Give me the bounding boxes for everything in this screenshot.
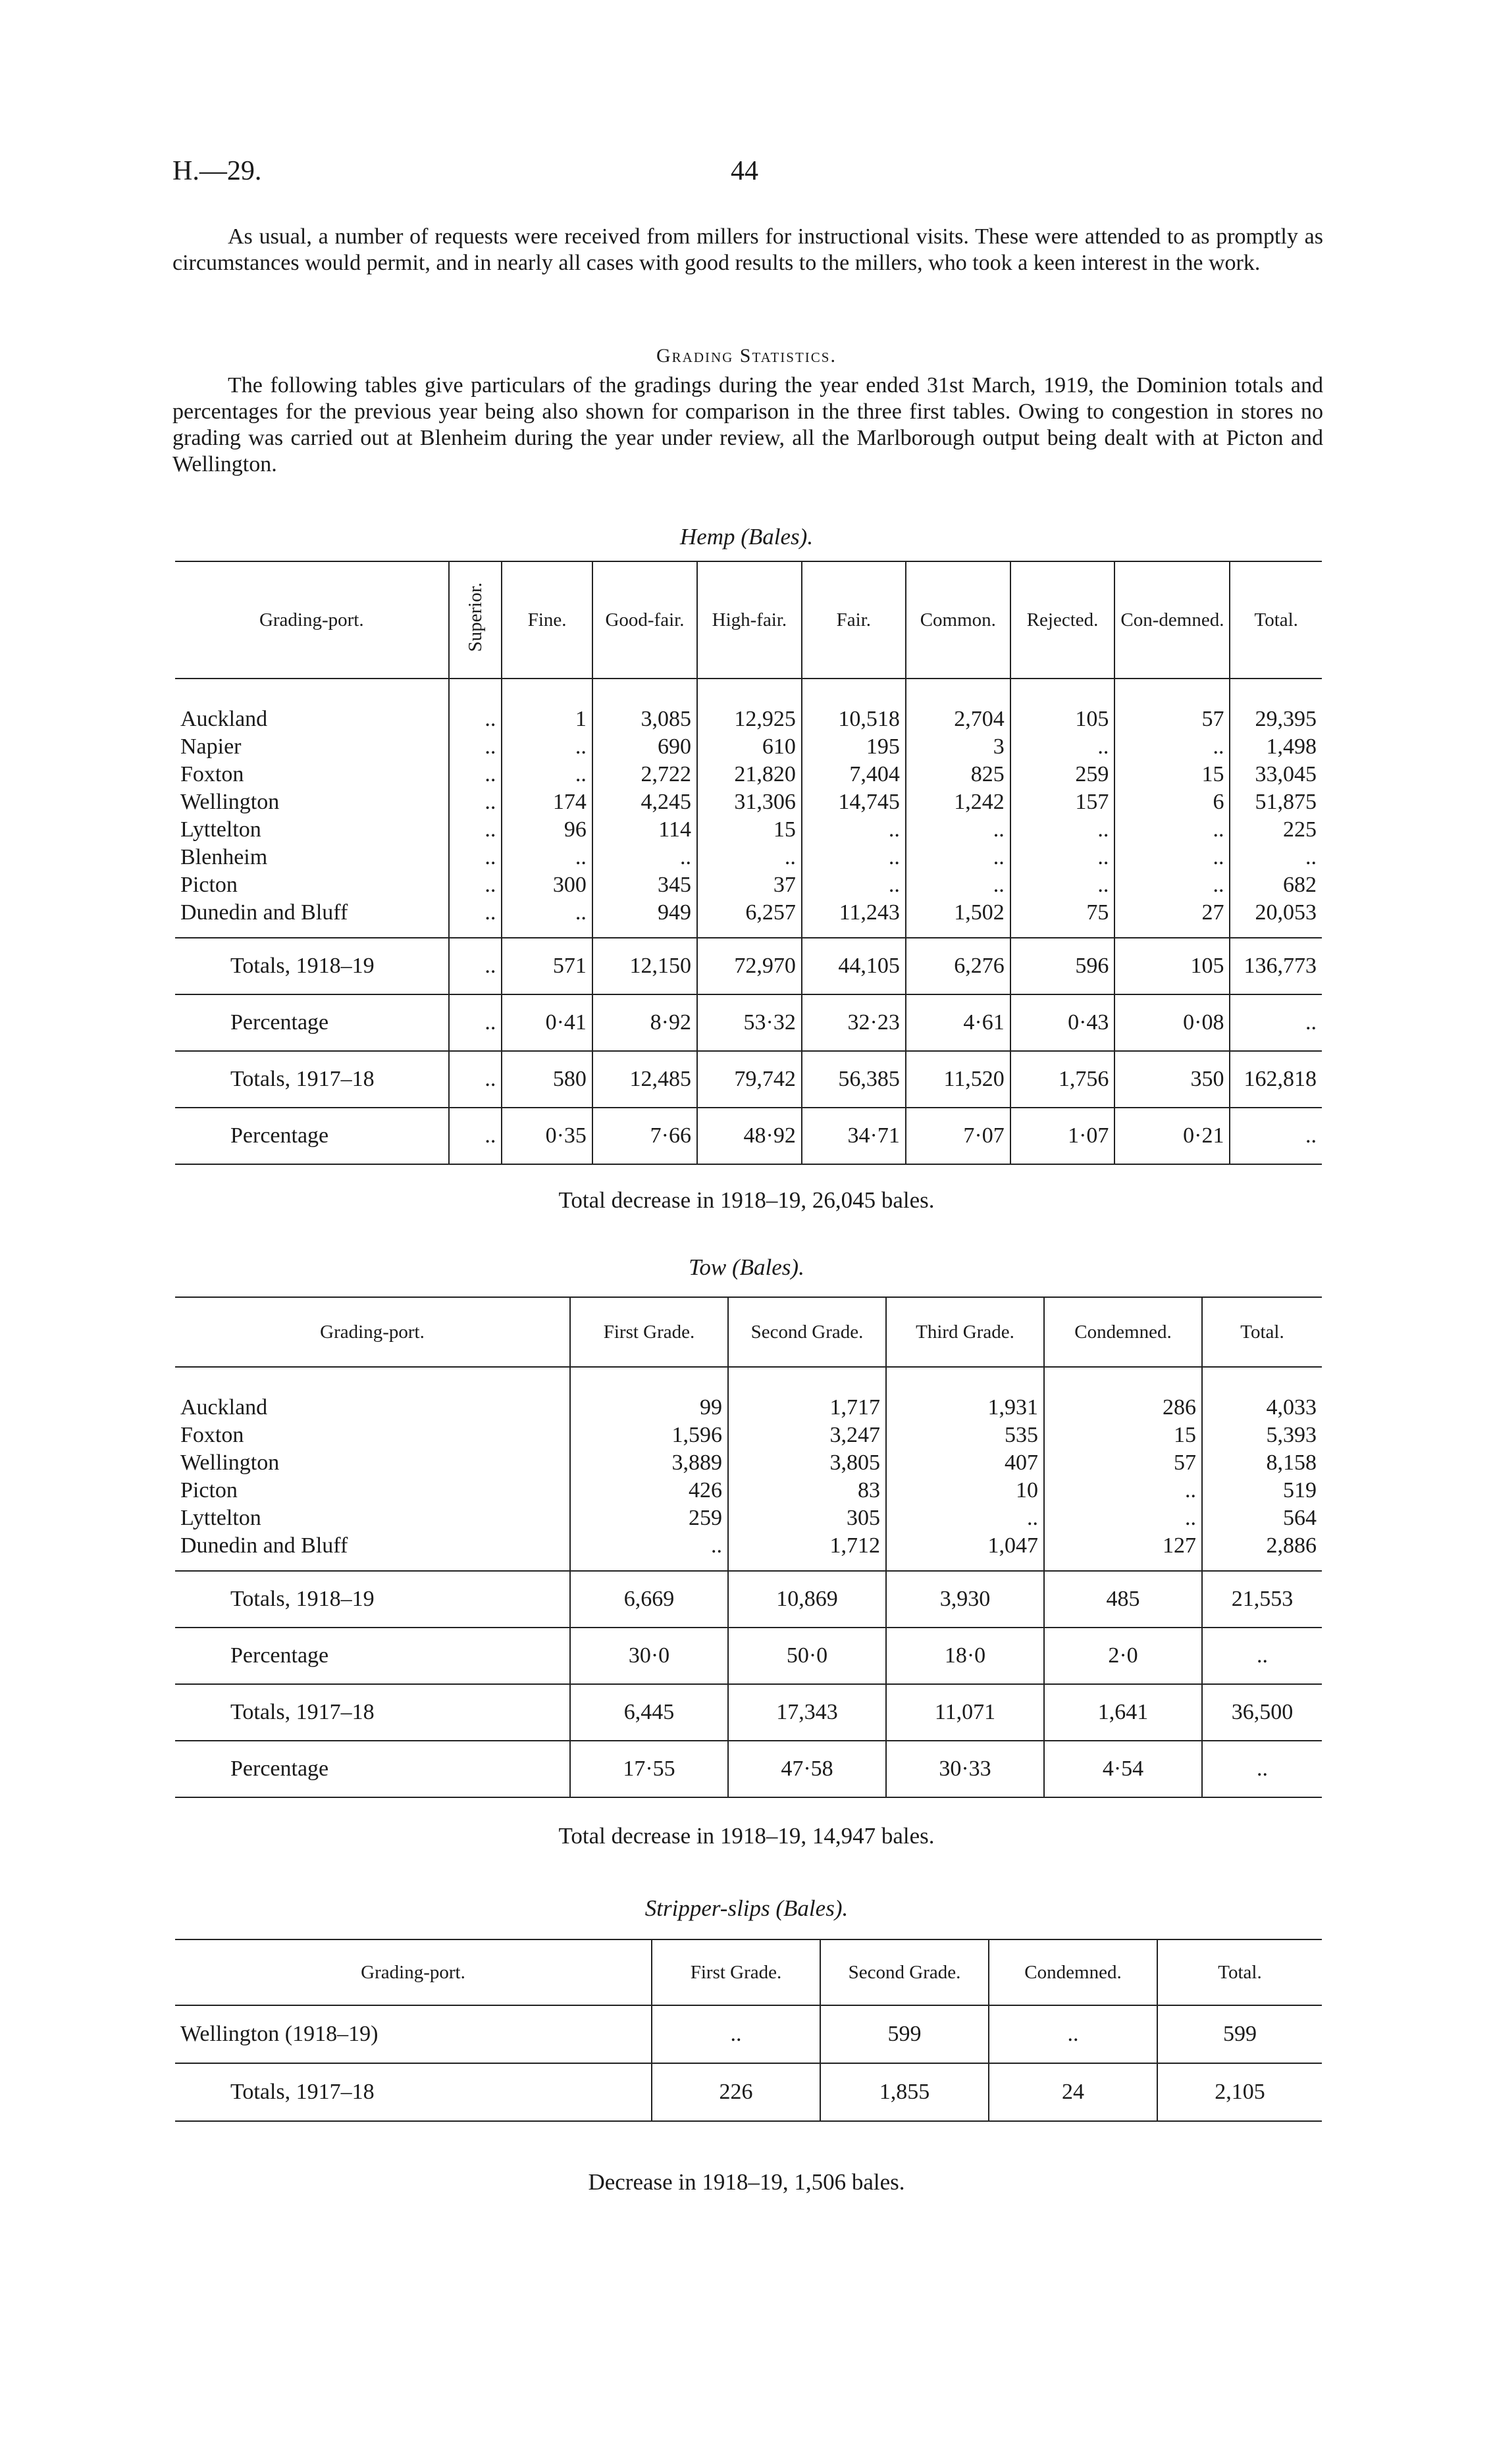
table-cell: .. (1010, 844, 1115, 871)
table-cell: 11,243 (802, 899, 906, 938)
row-label: Blenheim (180, 845, 268, 869)
table-cell: 6,445 (570, 1684, 728, 1741)
table-cell: 690 (592, 733, 697, 761)
table-cell: 3,085 (592, 679, 697, 733)
table-cell: .. (886, 1504, 1044, 1532)
table-cell: .. (449, 994, 502, 1051)
table-cell: 7·07 (906, 1108, 1010, 1164)
grading-paragraph: The following tables give particulars of the gradings during the year ended 31st March, 1919, the Dominion totals and percentages for the previous year being also shown for comparison in the three first tables. Owing to congestion in stores no grading was carried out at Blenheim during the year under review, all the Marlborough output being dealt with at Picton and Wellington. (172, 373, 1323, 476)
table-cell: 30·0 (570, 1628, 728, 1684)
table-cell: 96 (502, 816, 592, 844)
table-cell: 580 (502, 1051, 592, 1108)
table-row (175, 1504, 1322, 1532)
table-cell: 48·92 (697, 1108, 802, 1164)
table-cell: 44,105 (802, 938, 906, 994)
table-cell: 21,820 (697, 761, 802, 788)
table-cell: .. (502, 844, 592, 871)
tow-port-rows (175, 1367, 1322, 1571)
table-cell: 36,500 (1202, 1684, 1322, 1741)
table-cell: 345 (592, 871, 697, 899)
row-label: Totals, 1917–18 (230, 1700, 375, 1724)
stripper-col-second: Second Grade. (820, 1939, 989, 2005)
hemp-total-rows (175, 938, 1322, 1164)
row-label: Picton (180, 873, 238, 897)
table-cell: .. (1010, 816, 1115, 844)
table-cell: 15 (697, 816, 802, 844)
table-cell: 825 (906, 761, 1010, 788)
hemp-port-rows (175, 679, 1322, 938)
table-cell: .. (906, 844, 1010, 871)
table-cell: .. (906, 871, 1010, 899)
hemp-table (175, 561, 1322, 1165)
stripper-table (175, 1939, 1322, 2122)
table-cell: 2,722 (592, 761, 697, 788)
stripper-rows (175, 2005, 1322, 2121)
table-row (175, 2063, 1322, 2121)
table-cell: 105 (1010, 679, 1115, 733)
table-cell: 426 (570, 1477, 728, 1504)
tow-total-rows (175, 1571, 1322, 1797)
table-cell: .. (449, 871, 502, 899)
table-cell: .. (449, 816, 502, 844)
table-cell: .. (1114, 871, 1230, 899)
table-cell: 14,745 (802, 788, 906, 816)
table-cell: 564 (1202, 1504, 1322, 1532)
table-cell: .. (1202, 1741, 1322, 1797)
hemp-note: Total decrease in 1918–19, 26,045 bales. (558, 1187, 935, 1213)
table-cell: .. (802, 844, 906, 871)
tow-note: Total decrease in 1918–19, 14,947 bales. (558, 1823, 935, 1849)
table-row (175, 871, 1322, 899)
table-cell: 571 (502, 938, 592, 994)
table-cell: 0·08 (1114, 994, 1230, 1051)
table-row (175, 844, 1322, 871)
table-row (175, 1477, 1322, 1504)
table-cell: 0·43 (1010, 994, 1115, 1051)
table-cell: .. (1230, 844, 1322, 871)
total-row (175, 1571, 1322, 1628)
table-cell: 682 (1230, 871, 1322, 899)
table-cell: 83 (728, 1477, 886, 1504)
table-cell: 0·41 (502, 994, 592, 1051)
table-cell: 225 (1230, 816, 1322, 844)
row-label: Totals, 1917–18 (230, 1067, 375, 1091)
row-label: Percentage (230, 1643, 329, 1668)
table-cell: 6 (1114, 788, 1230, 816)
table-cell: 2,886 (1202, 1532, 1322, 1571)
table-cell: .. (1114, 816, 1230, 844)
table-cell: 0·21 (1114, 1108, 1230, 1164)
stripper-header (175, 1939, 1322, 2005)
table-cell: 72,970 (697, 938, 802, 994)
table-row (175, 761, 1322, 788)
table-cell: 7,404 (802, 761, 906, 788)
table-cell: 4,033 (1202, 1367, 1322, 1422)
table-cell: 10,869 (728, 1571, 886, 1628)
table-cell: 1,502 (906, 899, 1010, 938)
table-cell: 15 (1044, 1422, 1202, 1449)
table-cell: .. (1044, 1477, 1202, 1504)
table-cell: .. (1230, 1108, 1322, 1164)
table-cell: 18·0 (886, 1628, 1044, 1684)
table-cell: 3,889 (570, 1449, 728, 1477)
table-cell: 1,855 (820, 2063, 989, 2121)
table-cell: 2,105 (1157, 2063, 1322, 2121)
section-heading: Grading Statistics. (656, 345, 837, 367)
total-row (175, 994, 1322, 1051)
table-cell: 3,247 (728, 1422, 886, 1449)
table-cell: 259 (1010, 761, 1115, 788)
table-cell: 99 (570, 1367, 728, 1422)
table-cell: 350 (1114, 1051, 1230, 1108)
tow-table (175, 1296, 1322, 1798)
tow-col-port: Grading-port. (320, 1322, 425, 1343)
table-cell: 157 (1010, 788, 1115, 816)
table-cell: 30·33 (886, 1741, 1044, 1797)
table-cell: .. (906, 816, 1010, 844)
table-cell: 3,805 (728, 1449, 886, 1477)
table-cell: 17·55 (570, 1741, 728, 1797)
table-cell: 519 (1202, 1477, 1322, 1504)
row-label: Percentage (230, 1123, 329, 1148)
table-cell: .. (802, 816, 906, 844)
total-row (175, 938, 1322, 994)
table-cell: 4·61 (906, 994, 1010, 1051)
table-cell: .. (502, 761, 592, 788)
table-cell: 4,245 (592, 788, 697, 816)
row-label: Percentage (230, 1010, 329, 1035)
stripper-col-port: Grading-port. (361, 1962, 465, 1983)
table-row (175, 2005, 1322, 2063)
table-cell: 610 (697, 733, 802, 761)
table-row (175, 733, 1322, 761)
table-cell: 305 (728, 1504, 886, 1532)
row-label: Percentage (230, 1757, 329, 1781)
table-cell: 53·32 (697, 994, 802, 1051)
table-cell: .. (449, 788, 502, 816)
table-cell: .. (449, 761, 502, 788)
table-cell: 57 (1114, 679, 1230, 733)
table-cell: 162,818 (1230, 1051, 1322, 1108)
stripper-col-condemned: Condemned. (989, 1939, 1157, 2005)
row-label: Auckland (180, 1395, 268, 1420)
tow-col-total: Total. (1202, 1297, 1322, 1367)
hemp-col-superior: Superior. (449, 561, 502, 679)
total-row (175, 1108, 1322, 1164)
table-cell: 7·66 (592, 1108, 697, 1164)
table-cell: 174 (502, 788, 592, 816)
table-cell: 949 (592, 899, 697, 938)
table-cell: 51,875 (1230, 788, 1322, 816)
table-cell: 2,704 (906, 679, 1010, 733)
table-cell: 8,158 (1202, 1449, 1322, 1477)
table-cell: 32·23 (802, 994, 906, 1051)
table-cell: 0·35 (502, 1108, 592, 1164)
row-label: Foxton (180, 1423, 244, 1447)
table-cell: 29,395 (1230, 679, 1322, 733)
table-row (175, 1449, 1322, 1477)
table-cell: 407 (886, 1449, 1044, 1477)
table-cell: 8·92 (592, 994, 697, 1051)
table-cell: 57 (1044, 1449, 1202, 1477)
tow-caption: Tow (Bales). (689, 1254, 804, 1280)
total-row (175, 1684, 1322, 1741)
table-cell: 1,717 (728, 1367, 886, 1422)
table-cell: .. (449, 899, 502, 938)
table-cell: 1,756 (1010, 1051, 1115, 1108)
table-cell: 1,641 (1044, 1684, 1202, 1741)
row-label: Totals, 1918–19 (230, 1587, 375, 1611)
table-cell: 27 (1114, 899, 1230, 938)
tow-col-condemned: Condemned. (1044, 1297, 1202, 1367)
row-label: Totals, 1918–19 (230, 954, 375, 978)
table-cell: 11,071 (886, 1684, 1044, 1741)
table-cell: 485 (1044, 1571, 1202, 1628)
total-row (175, 1628, 1322, 1684)
table-cell: .. (1044, 1504, 1202, 1532)
stripper-col-first: First Grade. (652, 1939, 820, 2005)
table-cell: 114 (592, 816, 697, 844)
table-cell: 4·54 (1044, 1741, 1202, 1797)
table-cell: 50·0 (728, 1628, 886, 1684)
row-label: Auckland (180, 707, 268, 731)
table-cell: .. (1010, 733, 1115, 761)
hemp-header (175, 561, 1322, 679)
table-cell: 2·0 (1044, 1628, 1202, 1684)
stripper-caption: Stripper-slips (Bales). (644, 1895, 849, 1921)
table-cell: .. (1010, 871, 1115, 899)
table-cell: 127 (1044, 1532, 1202, 1571)
table-cell: .. (989, 2005, 1157, 2063)
table-cell: 5,393 (1202, 1422, 1322, 1449)
table-cell: 1,712 (728, 1532, 886, 1571)
table-cell: 195 (802, 733, 906, 761)
hemp-col-fine: Fine. (502, 561, 592, 679)
table-cell: 259 (570, 1504, 728, 1532)
table-cell: 10 (886, 1477, 1044, 1504)
hemp-col-condemned: Con-demned. (1114, 561, 1230, 679)
table-cell: 105 (1114, 938, 1230, 994)
table-cell: .. (697, 844, 802, 871)
table-row (175, 1422, 1322, 1449)
table-row (175, 679, 1322, 733)
table-row (175, 788, 1322, 816)
table-cell: 3 (906, 733, 1010, 761)
hemp-caption: Hemp (Bales). (679, 524, 814, 550)
table-cell: 596 (1010, 938, 1115, 994)
table-cell: 24 (989, 2063, 1157, 2121)
table-cell: 6,276 (906, 938, 1010, 994)
table-cell: 20,053 (1230, 899, 1322, 938)
table-cell: 33,045 (1230, 761, 1322, 788)
table-cell: 1,931 (886, 1367, 1044, 1422)
page-number: 44 (731, 156, 758, 186)
table-cell: 47·58 (728, 1741, 886, 1797)
row-label: Lyttelton (180, 1506, 261, 1530)
row-label: Napier (180, 734, 242, 759)
table-cell: 226 (652, 2063, 820, 2121)
table-cell: .. (1202, 1628, 1322, 1684)
table-cell: 34·71 (802, 1108, 906, 1164)
row-label: Totals, 1917–18 (230, 2080, 375, 2104)
table-cell: 6,669 (570, 1571, 728, 1628)
row-label: Wellington (180, 790, 280, 814)
row-label: Wellington (1918–19) (180, 2022, 379, 2046)
table-cell: 1,047 (886, 1532, 1044, 1571)
tow-col-third: Third Grade. (886, 1297, 1044, 1367)
table-cell: 31,306 (697, 788, 802, 816)
table-cell: 21,553 (1202, 1571, 1322, 1628)
table-cell: .. (449, 679, 502, 733)
table-cell: .. (449, 844, 502, 871)
table-cell: 12,925 (697, 679, 802, 733)
document-reference: H.—29. (172, 156, 262, 186)
intro-paragraph: As usual, a number of requests were received from millers for instructional visits. These were attended to as promptly as circumstances would permit, and in nearly all cases with good results to the millers, who took a keen interest in the work. (172, 224, 1323, 275)
table-row (175, 816, 1322, 844)
row-label: Foxton (180, 762, 244, 786)
table-cell: 37 (697, 871, 802, 899)
stripper-col-total: Total. (1157, 1939, 1322, 2005)
table-cell: 11,520 (906, 1051, 1010, 1108)
hemp-col-total: Total. (1230, 561, 1322, 679)
stripper-note: Decrease in 1918–19, 1,506 bales. (588, 2169, 905, 2195)
table-cell: 75 (1010, 899, 1115, 938)
table-cell: .. (502, 733, 592, 761)
table-cell: 12,150 (592, 938, 697, 994)
total-row (175, 1741, 1322, 1797)
table-cell: 3,930 (886, 1571, 1044, 1628)
row-label: Wellington (180, 1450, 280, 1475)
hemp-col-high-fair: High-fair. (697, 561, 802, 679)
table-row (175, 1367, 1322, 1422)
table-cell: 535 (886, 1422, 1044, 1449)
table-cell: 6,257 (697, 899, 802, 938)
table-cell: .. (1114, 733, 1230, 761)
row-label: Dunedin and Bluff (180, 900, 348, 925)
table-cell: 56,385 (802, 1051, 906, 1108)
hemp-col-port: Grading-port. (259, 609, 364, 630)
table-cell: .. (802, 871, 906, 899)
table-cell: .. (592, 844, 697, 871)
total-row (175, 1051, 1322, 1108)
table-cell: .. (449, 1051, 502, 1108)
tow-header (175, 1297, 1322, 1367)
table-cell: 136,773 (1230, 938, 1322, 994)
table-cell: .. (1114, 844, 1230, 871)
table-cell: 300 (502, 871, 592, 899)
hemp-col-common: Common. (906, 561, 1010, 679)
table-cell: 1,596 (570, 1422, 728, 1449)
table-cell: 10,518 (802, 679, 906, 733)
table-row (175, 899, 1322, 938)
table-cell: 15 (1114, 761, 1230, 788)
row-label: Dunedin and Bluff (180, 1533, 348, 1558)
table-cell: .. (570, 1532, 728, 1571)
tow-col-second: Second Grade. (728, 1297, 886, 1367)
row-label: Picton (180, 1478, 238, 1502)
table-cell: 599 (820, 2005, 989, 2063)
table-cell: 12,485 (592, 1051, 697, 1108)
table-cell: .. (1230, 994, 1322, 1051)
table-cell: 1,498 (1230, 733, 1322, 761)
table-cell: .. (652, 2005, 820, 2063)
table-row (175, 1532, 1322, 1571)
table-cell: 1 (502, 679, 592, 733)
row-label: Lyttelton (180, 817, 261, 842)
table-cell: 286 (1044, 1367, 1202, 1422)
hemp-col-good-fair: Good-fair. (592, 561, 697, 679)
hemp-col-fair: Fair. (802, 561, 906, 679)
table-cell: .. (502, 899, 592, 938)
table-cell: 1·07 (1010, 1108, 1115, 1164)
table-cell: .. (449, 1108, 502, 1164)
table-cell: .. (449, 938, 502, 994)
table-cell: 599 (1157, 2005, 1322, 2063)
tow-col-first: First Grade. (570, 1297, 728, 1367)
table-cell: 17,343 (728, 1684, 886, 1741)
hemp-col-rejected: Rejected. (1010, 561, 1115, 679)
table-cell: 79,742 (697, 1051, 802, 1108)
table-cell: .. (449, 733, 502, 761)
table-cell: 1,242 (906, 788, 1010, 816)
